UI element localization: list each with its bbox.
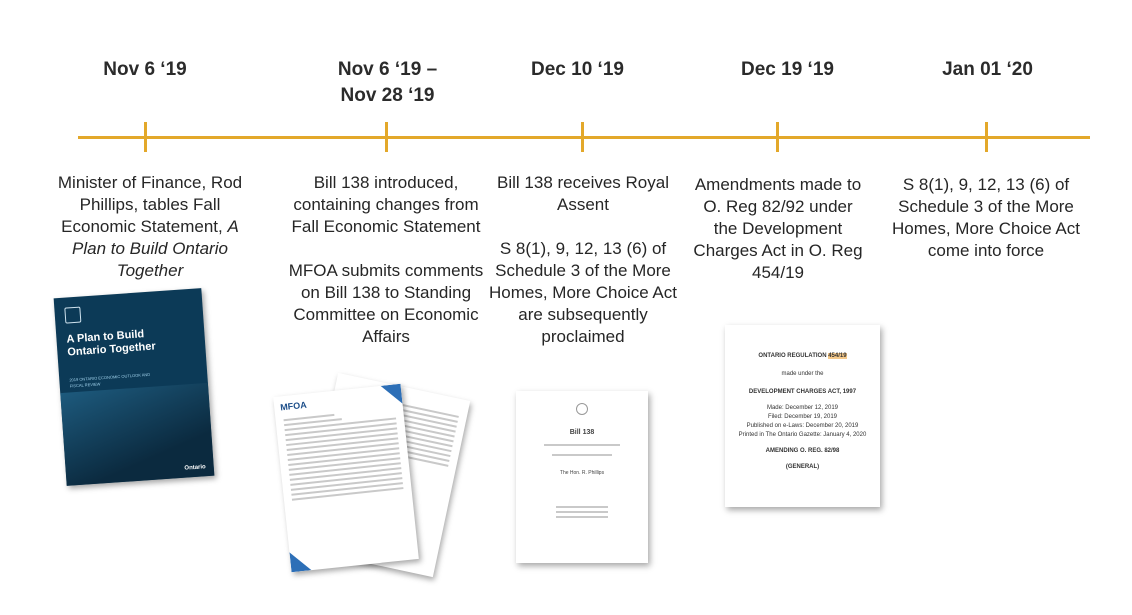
printed-date: Printed in The Ontario Gazette: January 4, 2020 — [738, 432, 867, 438]
published-date: Published on e-Laws: December 20, 2019 — [746, 423, 859, 429]
corner-accent — [289, 550, 311, 572]
description-text: Minister of Finance, Rod Phillips, tables Fall Economic Statement, — [57, 173, 243, 236]
date-label — [700, 57, 875, 83]
description-text: S 8(1), 9, 12, 13 (6) of Schedule 3 of the More Homes, More Choice Act are subsequently proclaimed — [488, 239, 677, 346]
event-description — [486, 172, 680, 348]
bill-sponsor: The Hon. R. Phillips — [559, 470, 605, 476]
bill-title: Bill 138 — [569, 429, 595, 436]
description-text: Bill 138 introduced, containing changes from Fall Economic Statement — [291, 173, 481, 236]
filed-date: Filed: December 19, 2019 — [767, 414, 838, 420]
bill-138-image — [516, 391, 648, 563]
timeline-tick — [985, 122, 988, 152]
date-line: Dec 19 ‘19 — [741, 59, 834, 80]
regulation-number: 454/19 — [828, 353, 847, 359]
legislature-crest-icon — [576, 403, 588, 415]
date-label — [495, 57, 660, 83]
description-text: Amendments made to O. Reg 82/92 under the Development Charges Act in O. Reg 454/19 — [693, 175, 863, 282]
mfoa-logo: MFOA — [279, 399, 308, 413]
general-line: (GENERAL) — [785, 464, 820, 470]
description-text: MFOA submits comments on Bill 138 to Standing Committee on Economic Affairs — [288, 261, 484, 346]
timeline-tick — [776, 122, 779, 152]
fes-cover-image — [54, 288, 215, 486]
timeline-tick — [385, 122, 388, 152]
date-line: Jan 01 ‘20 — [942, 59, 1033, 80]
cover-title: A Plan to Build Ontario Together — [66, 328, 157, 359]
date-line: Nov 6 ‘19 – — [337, 59, 438, 80]
act-name: DEVELOPMENT CHARGES ACT, 1997 — [748, 389, 857, 395]
amending-line: AMENDING O. REG. 82/98 — [765, 448, 840, 454]
date-label — [60, 57, 230, 83]
ontario-crest-icon — [64, 307, 81, 324]
o-reg-454-19-image — [725, 325, 880, 507]
description-text: S 8(1), 9, 12, 13 (6) of Schedule 3 of the More Homes, More Choice Act come into force — [891, 175, 1080, 260]
publication-title: A Plan to Build Ontario Together — [72, 217, 239, 280]
date-label — [300, 57, 475, 109]
description-text: Bill 138 receives Royal Assent — [497, 173, 669, 214]
made-under: made under the — [781, 371, 824, 377]
event-description — [888, 174, 1084, 262]
date-line: Dec 10 ‘19 — [531, 59, 624, 80]
made-date: Made: December 12, 2019 — [766, 405, 839, 411]
event-description — [288, 172, 484, 348]
timeline-axis — [78, 136, 1090, 139]
mfoa-letter-image — [273, 384, 419, 572]
timeline-tick — [581, 122, 584, 152]
date-label — [905, 57, 1070, 83]
corner-accent — [381, 384, 403, 406]
event-description — [55, 172, 245, 282]
cover-subtitle: 2019 ONTARIO ECONOMIC OUTLOOK AND FISCAL REVIEW — [69, 371, 151, 389]
date-line: Nov 28 ‘19 — [340, 85, 435, 106]
ontario-logo: Ontario — [184, 464, 206, 472]
event-description — [690, 174, 866, 284]
timeline-tick — [144, 122, 147, 152]
regulation-heading: ONTARIO REGULATION 454/19 — [758, 353, 847, 359]
date-line: Nov 6 ‘19 — [103, 59, 187, 80]
